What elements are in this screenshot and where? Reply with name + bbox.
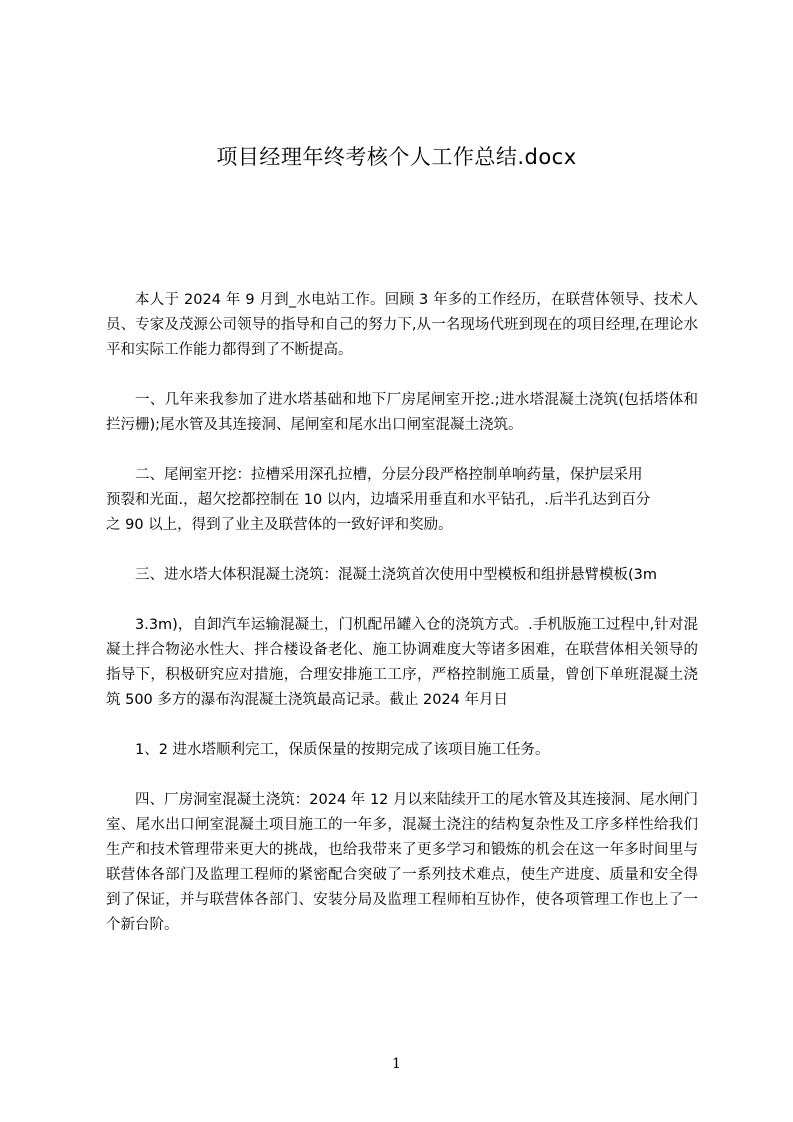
document-title: 项目经理年终考核个人工作总结.docx: [216, 145, 577, 169]
paragraph-section-2-line-1: 二、尾闸室开挖：拉槽采用深孔拉槽，分层分段严格控制单响药量，保护层采用: [135, 467, 643, 483]
page-number: 1: [392, 1056, 401, 1072]
paragraph-section-2-line-3: 之 90 以上，得到了业主及联营体的一致好评和奖励。: [106, 517, 453, 533]
paragraph-section-3: 三、进水塔大体积混凝土浇筑：混凝土浇筑首次使用中型模板和组拼悬臂模板(3m: [135, 567, 658, 583]
paragraph-section-1: 一、几年来我参加了进水塔基础和地下厂房尾闸室开挖.;进水塔混凝土浇筑(包括塔体和拦污栅);尾水管及其连接洞、尾闸室和尾水出口闸室混凝土浇筑。: [106, 392, 698, 433]
paragraph-completion: 1、2 进水塔顺利完工，保质保量的按期完成了该项目施工任务。: [135, 742, 550, 758]
paragraph-section-4: 四、厂房洞室混凝土浇筑：2024 年 12 月以来陆续开工的尾水管及其连接洞、尾水闸门室、尾水出口闸室混凝土项目施工的一年多，混凝土浇注的结构复杂性及工序多样性给我们生产和技术管理带来更大的挑战，也给我带来了更多学习和锻炼的机会在这一年多时间里与联营体各部门及监理工程师的紧密配合突破了一系列技术难点，使生产进度、质量和安全得到了保证，并与联营体各部门、安装分局及监理工程师桕互协作，使各项管理工作也上了一个新台阶。: [106, 792, 698, 933]
paragraph-section-3-continued: 3.3m)，自卸汽车运输混凝土，门机配吊罐入仓的浇筑方式。.手机版施工过程中,针对混凝土拌合物泌水性大、拌合楼设备老化、施工协调难度大等诸多困难，在联营体相关领导的指导下，积极研究应对措施，合理安排施工工序，严格控制施工质量，曾创下单班混凝土浇筑 500 多方的瀑布沟混凝土浇筑最高记录。截止 2024 年月日: [106, 617, 698, 708]
paragraph-section-2-line-2: 预裂和光面.，超欠挖都控制在 10 以内，边墙采用垂直和水平钻孔，.后半孔达到百分: [106, 492, 651, 508]
document-body: [106, 288, 698, 938]
paragraph-intro: 本人于 2024 年 9 月到_水电站工作。回顾 3 年多的工作经历，在联营体领导、技术人员、专家及茂源公司领导的指导和自己的努力下,从一名现场代班到现在的项目经理,在理论水平和实际工作能力都得到了不断提高。: [106, 292, 698, 358]
paragraph-section-2: [106, 463, 698, 538]
